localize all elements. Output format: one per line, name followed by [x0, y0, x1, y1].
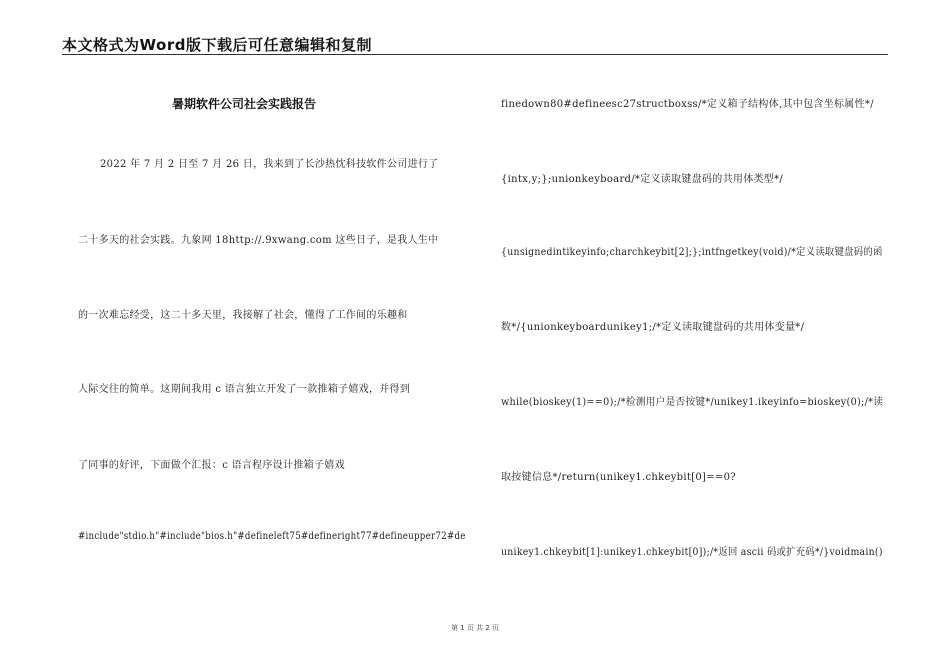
body-line: finedown80#defineesc27structboxss/*定义箱子结构体,其中包含坐标属性*/ [501, 99, 874, 110]
body-line: 取按键信息*/return(unikey1.chkeybit[0]==0? [501, 472, 736, 483]
body-line: 数*/{unionkeyboardunikey1;/*定义读取键盘码的共用体变量*/ [501, 322, 805, 333]
body-line: 2022 年 7 月 2 日至 7 月 26 日，我来到了长沙热忱科技软件公司进行了 [100, 159, 439, 170]
body-line: {intx,y;};unionkeyboard/*定义读取键盘码的共用体类型*/ [501, 174, 784, 185]
header-divider [62, 54, 888, 55]
body-line: #include"stdio.h"#include"bios.h"#defineleft75#defineright77#defineupper72#de [78, 531, 466, 542]
document-header: 本文格式为Word版下载后可任意编辑和复制 [62, 36, 372, 54]
body-line: 的一次难忘经受，这二十多天里，我接解了社会，懂得了工作间的乐趣和 [78, 310, 408, 321]
body-line: while(bioskey(1)==0);/*检测用户是否按键*/unikey1.ikeyinfo=bioskey(0);/*读 [501, 397, 884, 408]
body-line: {unsignedintikeyinfo;charchkeybit[2];};intfngetkey(void)/*定义读取键盘码的函 [501, 247, 883, 258]
body-line: 二十多天的社会实践。九象网 18http://.9xwang.com 这些日子，是我人生中 [78, 235, 439, 246]
body-line: 了同事的好评，下面做个汇报：c 语言程序设计推箱子嬉戏 [78, 460, 345, 471]
body-line: 人际交往的简单。这期间我用 c 语言独立开发了一款推箱子嬉戏，并得到 [78, 384, 411, 395]
page-number: 第 1 页 共 2 页 [450, 624, 500, 632]
body-line: unikey1.chkeybit[1]:unikey1.chkeybit[0]);/*返回 ascii 码或扩充码*/}voidmain() [501, 547, 883, 558]
document-title: 暑期软件公司社会实践报告 [172, 97, 317, 111]
